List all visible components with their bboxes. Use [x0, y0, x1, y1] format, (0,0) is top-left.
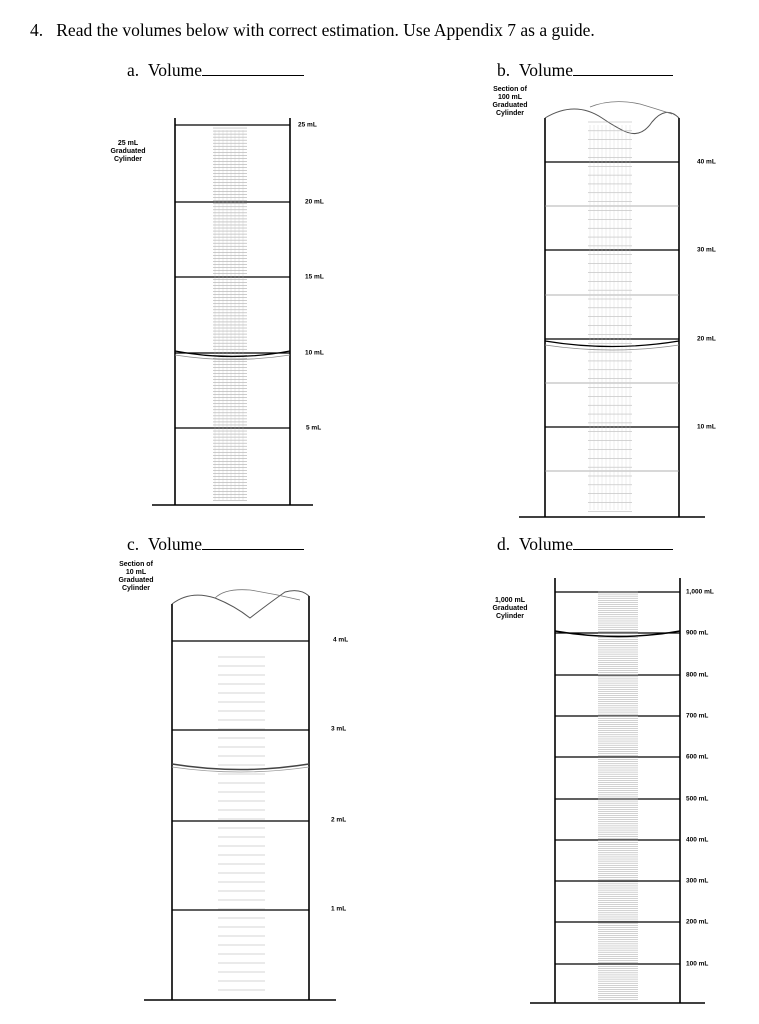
cylinder-a: [152, 118, 313, 505]
mark-label-d-0: 1,000 mL: [686, 588, 714, 596]
volume-text-c: Volume: [147, 534, 203, 554]
question-body: Read the volumes below with correct estimation. Use Appendix 7 as a guide.: [56, 20, 595, 40]
part-label-c: c.: [127, 534, 140, 554]
meniscus-shadow: [545, 345, 679, 350]
volume-text-b: Volume: [518, 60, 573, 80]
part-label-b: b.: [497, 60, 511, 80]
mark-label-b-1: 30 mL: [697, 246, 716, 254]
volume-text-a: Volume: [147, 60, 203, 80]
mark-label-c-0: 4 mL: [333, 636, 349, 644]
question-number: 4.: [30, 20, 44, 40]
mark-label-a-2: 15 mL: [305, 273, 324, 281]
volume-text-d: Volume: [518, 534, 573, 554]
mark-label-d-8: 200 mL: [686, 918, 709, 926]
mark-label-d-9: 100 mL: [686, 960, 709, 968]
part-label-d: d.: [497, 534, 511, 554]
cylinder-caption-c: Section of 10 mL Graduated Cylinder: [118, 561, 154, 592]
mark-label-d-4: 600 mL: [686, 753, 709, 761]
cylinder-caption-a: 25 mL Graduated Cylinder: [110, 140, 146, 163]
mark-label-d-7: 300 mL: [686, 877, 709, 885]
cylinder-c: [144, 590, 336, 1000]
mark-label-d-3: 700 mL: [686, 712, 709, 720]
mark-label-d-5: 500 mL: [686, 795, 709, 803]
mark-label-c-3: 1 mL: [331, 905, 347, 913]
mark-label-a-3: 10 mL: [305, 349, 324, 357]
mark-label-b-3: 10 mL: [697, 423, 716, 431]
mark-label-c-2: 2 mL: [331, 816, 347, 824]
mark-label-d-1: 900 mL: [686, 629, 709, 637]
torn-edge: [545, 109, 679, 134]
meniscus: [545, 341, 679, 347]
torn-edge: [172, 591, 309, 618]
meniscus: [175, 351, 290, 357]
cylinder-caption-b: Section of 100 mL Graduated Cylinder: [492, 86, 528, 117]
part-label-a: a.: [127, 60, 140, 80]
mark-label-b-2: 20 mL: [697, 335, 716, 343]
mark-label-c-1: 3 mL: [331, 725, 347, 733]
mark-label-d-2: 800 mL: [686, 671, 709, 679]
mark-label-d-6: 400 mL: [686, 836, 709, 844]
cylinder-d: [530, 578, 705, 1003]
mark-label-a-1: 20 mL: [305, 198, 324, 206]
mark-label-a-4: 5 mL: [306, 424, 322, 432]
mark-label-a-0: 25 mL: [298, 121, 317, 129]
cylinder-b: [519, 102, 705, 517]
torn-edge-back: [590, 102, 672, 114]
meniscus-shadow: [175, 355, 290, 360]
cylinder-caption-d: 1,000 mL Graduated Cylinder: [492, 597, 528, 620]
mark-label-b-0: 40 mL: [697, 158, 716, 166]
